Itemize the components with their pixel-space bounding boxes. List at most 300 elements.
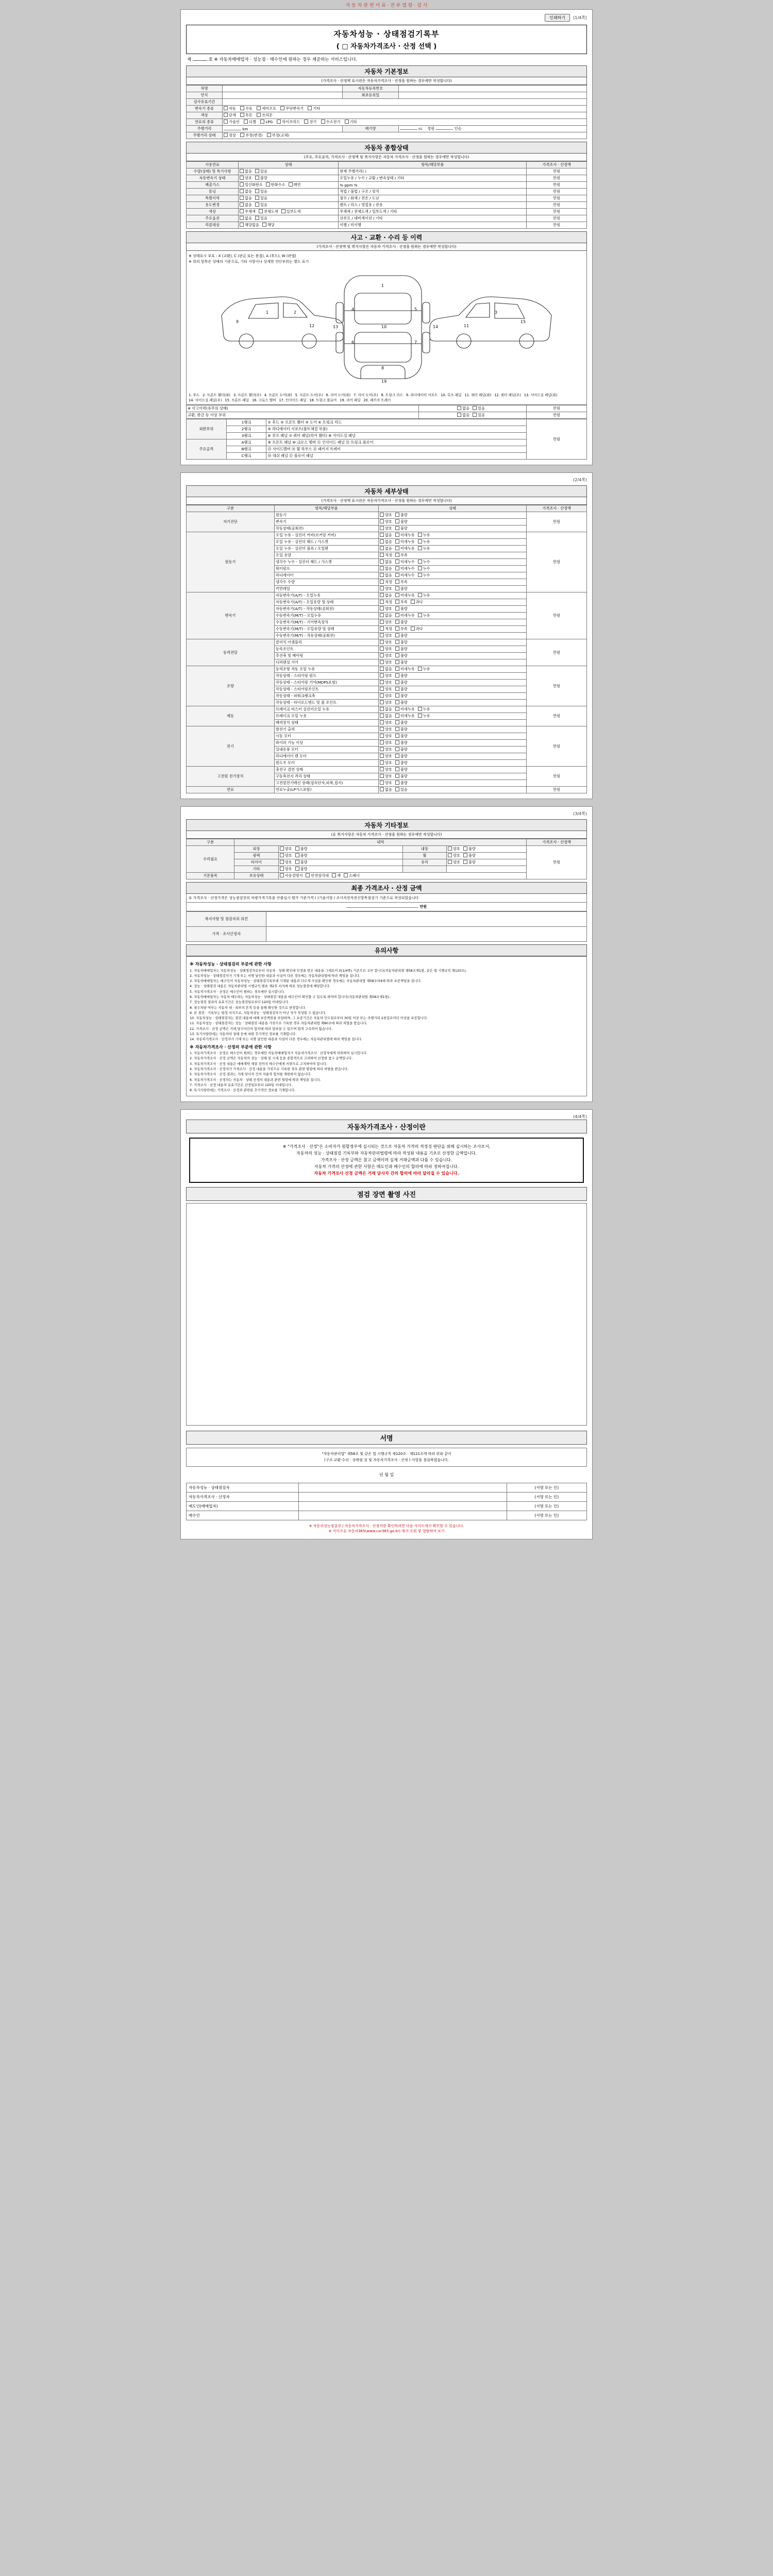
accident-opt-1-0[interactable]: 없음 <box>457 413 469 418</box>
detail-opts-2-1[interactable] <box>378 599 526 606</box>
detail-opt-2-5-0[interactable]: 적정 <box>380 626 392 632</box>
detail-price-5[interactable]: 만원 <box>527 706 587 726</box>
detail-opts-3-0[interactable] <box>378 639 526 646</box>
detail-opt-1-5-1[interactable]: 미세누수 <box>395 566 415 571</box>
detail-opts-0-2[interactable] <box>378 526 526 532</box>
final-value-1[interactable] <box>266 927 587 942</box>
detail-opt-6-4-1[interactable]: 불량 <box>395 754 408 759</box>
other-opt2-2-0[interactable]: 양호 <box>448 860 460 865</box>
overall-price-6[interactable]: 만원 <box>527 209 587 215</box>
detail-opt-4-0-1[interactable]: 미세누유 <box>395 667 415 672</box>
detail-opt-1-1-2[interactable]: 누유 <box>418 539 430 545</box>
detail-opt-6-1-0[interactable]: 양호 <box>380 734 392 739</box>
overall-detail-8[interactable]: 이행 / 미이행 <box>339 222 527 229</box>
detail-opt-0-0-0[interactable]: 양호 <box>380 513 392 518</box>
detail-opts-4-2[interactable] <box>378 680 526 686</box>
detail-opt-7-1-1[interactable]: 불량 <box>395 774 408 779</box>
other-opt2-0-0[interactable]: 양호 <box>448 846 460 852</box>
overall-opt-3-0[interactable]: 없음 <box>240 189 252 194</box>
value-car-name[interactable] <box>222 86 342 92</box>
photo-placeholder[interactable] <box>186 1203 587 1426</box>
top-notice-bar <box>0 0 773 9</box>
detail-price-2[interactable]: 만원 <box>527 592 587 639</box>
overall-detail-4[interactable]: 침수 / 화재 / 전손 / 도난 <box>339 195 527 202</box>
accident-price-0[interactable]: 만원 <box>527 405 587 412</box>
detail-opt-2-1-1[interactable]: 부족 <box>395 600 408 605</box>
detail-opts-5-1[interactable] <box>378 713 526 720</box>
detail-opt-0-2-0[interactable]: 양호 <box>380 526 392 531</box>
rank-text-main-1[interactable]: ⑬ 사이드멤버 ⑭ 휠 하우스 ⑮ 패키지 트레이 <box>266 446 527 453</box>
detail-opt-4-3-0[interactable]: 양호 <box>380 687 392 692</box>
detail-opt-3-2-0[interactable]: 양호 <box>380 653 392 658</box>
overall-state-3[interactable] <box>239 189 339 195</box>
sign-input-3[interactable] <box>298 1511 507 1520</box>
guarantee-line-3: 자동차 가격의 산정에 관한 사항은 매도인과 매수인의 합의에 따라 정하여집니다. <box>314 1164 459 1169</box>
detail-opt-2-0-2[interactable]: 누유 <box>418 593 430 598</box>
overall-state-7[interactable] <box>239 215 339 222</box>
other-opt-0-1[interactable]: 불량 <box>295 846 308 852</box>
overall-price-5[interactable]: 만원 <box>527 202 587 209</box>
detail-opt-1-2-1[interactable]: 미세누유 <box>395 546 415 551</box>
overall-price-0[interactable]: 만원 <box>527 168 587 175</box>
overall-opt-7-1[interactable]: 있음 <box>255 216 267 221</box>
guarantee-line-2: 가격조사 · 산정 금액은 참고 금액이며 실제 거래금액과 다를 수 있습니다. <box>321 1157 452 1162</box>
detail-opts-4-3[interactable] <box>378 686 526 693</box>
detail-opt-4-3-1[interactable]: 불량 <box>395 687 408 692</box>
detail-opt-7-0-0[interactable]: 양호 <box>380 767 392 772</box>
other-extra-3[interactable]: 스패너 <box>344 873 360 878</box>
detail-opt-3-2-1[interactable]: 불량 <box>395 653 408 658</box>
detail-opt-1-6-1[interactable]: 미세누수 <box>395 573 415 578</box>
detail-opt-6-0-1[interactable]: 불량 <box>395 727 408 732</box>
detail-opt-4-5-1[interactable]: 불량 <box>395 700 408 705</box>
overall-opt-6-0[interactable]: 무채색 <box>240 209 256 214</box>
detail-opts-1-0[interactable] <box>378 532 526 539</box>
detail-opt-3-3-0[interactable]: 양호 <box>380 660 392 665</box>
detail-opt-2-5-2[interactable]: 과다 <box>411 626 423 632</box>
detail-opt-1-8-0[interactable]: 양호 <box>380 586 392 591</box>
detail-opt-1-8-1[interactable]: 불량 <box>395 586 408 591</box>
detail-opt-1-1-1[interactable]: 미세누유 <box>395 539 415 545</box>
opt-trans-4[interactable] <box>308 106 320 111</box>
overall-opt-0-1[interactable]: 있음 <box>255 169 267 174</box>
other-opts2-1[interactable] <box>447 853 527 859</box>
detail-opt-4-2-1[interactable]: 불량 <box>395 680 408 685</box>
opt-color-2[interactable] <box>257 113 273 118</box>
detail-price-7[interactable]: 만원 <box>527 767 587 787</box>
overall-detail-7[interactable]: 선루프 / 내비게이션 / 기타 <box>339 215 527 222</box>
overall-opt-1-1[interactable]: 불량 <box>255 176 267 181</box>
accident-opt-0-1[interactable]: 있음 <box>473 406 485 411</box>
detail-opt-7-0-1[interactable]: 불량 <box>395 767 408 772</box>
value-year[interactable] <box>222 92 342 99</box>
overall-opt-3-1[interactable]: 있음 <box>255 189 267 194</box>
detail-opt-2-1-0[interactable]: 적정 <box>380 600 392 605</box>
overall-state-4[interactable] <box>239 195 339 202</box>
detail-opts-3-1[interactable] <box>378 646 526 653</box>
detail-opt-0-2-1[interactable]: 불량 <box>395 526 408 531</box>
other-opt2-1-1[interactable]: 불량 <box>463 853 476 858</box>
detail-opt-3-3-1[interactable]: 불량 <box>395 660 408 665</box>
detail-opt-5-0-0[interactable]: 없음 <box>380 707 392 712</box>
print-button[interactable]: 인쇄하기 <box>545 14 570 22</box>
other-opts-3[interactable] <box>278 866 402 873</box>
car-outline-svg[interactable] <box>206 266 567 387</box>
detail-opt-5-0-1[interactable]: 미세누유 <box>395 707 415 712</box>
value-displacement[interactable] <box>398 126 586 132</box>
detail-state-table <box>186 505 587 793</box>
rank-text-ext-2[interactable]: ⑥ 루프 패널 ⑦ 쿼터 패널(리어 휀더) ⑧ 사이드실 패널 <box>266 433 527 439</box>
detail-opts-1-6[interactable] <box>378 572 526 579</box>
detail-opt-5-1-1[interactable]: 미세누유 <box>395 714 415 719</box>
opt-trans-1[interactable] <box>240 106 253 111</box>
other-opt-2-1[interactable]: 불량 <box>295 860 308 865</box>
detail-opt-2-0-1[interactable]: 미세누유 <box>395 593 415 598</box>
overall-opt-4-0[interactable]: 없음 <box>240 196 252 201</box>
detail-opts-2-2[interactable] <box>378 606 526 613</box>
other-opt2-2-1[interactable]: 불량 <box>463 860 476 865</box>
detail-opts-2-5[interactable] <box>378 626 526 633</box>
rank-text-main-2[interactable]: ⑯ 대쉬 패널 ⑰ 플로어 패널 <box>266 453 527 460</box>
sign-input-2[interactable] <box>298 1501 507 1511</box>
overall-opt-8-0[interactable]: 해당없음 <box>240 223 259 228</box>
other-opts-1[interactable] <box>278 853 402 859</box>
value-odometer[interactable] <box>222 126 342 132</box>
detail-opt-4-1-1[interactable]: 불량 <box>395 673 408 679</box>
rank-group-main: 주요골격 <box>187 439 227 460</box>
value-odo-state[interactable] <box>222 132 586 139</box>
detail-price-3[interactable]: 만원 <box>527 639 587 666</box>
detail-opts-6-5[interactable] <box>378 760 526 767</box>
detail-opts-2-6[interactable] <box>378 633 526 639</box>
terms-body <box>186 956 587 1096</box>
overall-state-6[interactable] <box>239 209 339 215</box>
opt-fuel-3[interactable] <box>277 120 300 125</box>
detail-opts-6-2[interactable] <box>378 740 526 747</box>
detail-opt-1-5-2[interactable]: 누수 <box>418 566 430 571</box>
detail-opt-2-1-2[interactable]: 과다 <box>411 600 423 605</box>
detail-opts-2-0[interactable] <box>378 592 526 599</box>
detail-opt-1-5-0[interactable]: 없음 <box>380 566 392 571</box>
detail-opt-1-4-2[interactable]: 누수 <box>418 560 430 565</box>
detail-opts-6-3[interactable] <box>378 747 526 753</box>
car-diagram-area[interactable] <box>196 266 576 390</box>
overall-price-2[interactable]: 만원 <box>527 182 587 189</box>
doc-number-blank[interactable] <box>193 60 207 61</box>
overall-price-7[interactable]: 만원 <box>527 215 587 222</box>
other-opts2-3[interactable] <box>447 866 527 873</box>
detail-opt-2-0-0[interactable]: 없음 <box>380 593 392 598</box>
sign-seal-3[interactable]: (서명 또는 인) <box>507 1511 586 1520</box>
rank-text-ext-1[interactable]: ⑤ 라디에이터 서포트(볼트체결 부품) <box>266 426 527 433</box>
overall-opt-6-2[interactable]: 일부도색 <box>281 209 301 214</box>
detail-price-8[interactable]: 만원 <box>527 787 587 793</box>
other-price[interactable]: 만원 <box>527 846 587 879</box>
detail-opt-6-3-1[interactable]: 불량 <box>395 747 408 752</box>
detail-opt-1-3-1[interactable]: 부족 <box>395 553 408 558</box>
detail-opt-2-3-1[interactable]: 미세누유 <box>395 613 415 618</box>
opt-odo-1[interactable] <box>224 133 236 138</box>
opt-trans-1-label: 수동 <box>245 106 253 111</box>
accident-opts-0[interactable] <box>418 405 527 412</box>
detail-opt-6-5-1[interactable]: 불량 <box>395 760 408 766</box>
detail-opt-3-1-1[interactable]: 불량 <box>395 647 408 652</box>
detail-opts-1-7[interactable] <box>378 579 526 586</box>
detail-opt-6-2-0[interactable]: 양호 <box>380 740 392 745</box>
detail-opt-4-2-0[interactable]: 양호 <box>380 680 392 685</box>
detail-opts-6-1[interactable] <box>378 733 526 740</box>
accident-price-1[interactable]: 만원 <box>527 412 587 419</box>
sign-input-1[interactable] <box>298 1492 507 1501</box>
other-opt-3-1[interactable]: 불량 <box>295 867 308 872</box>
overall-price-1[interactable]: 만원 <box>527 175 587 182</box>
detail-opts-5-2[interactable] <box>378 720 526 726</box>
detail-opt-1-2-0[interactable]: 없음 <box>380 546 392 551</box>
detail-opts-8-0[interactable] <box>378 787 526 793</box>
value-inspection[interactable] <box>222 99 586 106</box>
capacity-input[interactable] <box>435 129 453 130</box>
detail-opts-1-4[interactable] <box>378 559 526 566</box>
overall-detail-0[interactable]: 현재 주행거리( ) <box>339 168 527 175</box>
other-opt2-0-1[interactable]: 불량 <box>463 846 476 852</box>
detail-opt-4-1-0[interactable]: 양호 <box>380 673 392 679</box>
detail-opt-1-3-0[interactable]: 적정 <box>380 553 392 558</box>
opt-trans-3[interactable] <box>280 106 304 111</box>
detail-opt-2-4-0[interactable]: 양호 <box>380 620 392 625</box>
other-extra-1[interactable]: 안전삼각대 <box>306 873 329 878</box>
detail-item-7-0: 충전구 절연 상태 <box>274 767 378 773</box>
final-value-0[interactable] <box>266 912 587 927</box>
detail-price-6[interactable]: 만원 <box>527 726 587 767</box>
opt-fuel-6[interactable] <box>345 120 357 125</box>
other-opt-3-0[interactable]: 양호 <box>280 867 292 872</box>
detail-opt-2-6-1[interactable]: 불량 <box>395 633 408 638</box>
detail-opts-0-1[interactable] <box>378 519 526 526</box>
detail-opt-7-2-0[interactable]: 양호 <box>380 781 392 786</box>
opt-color-0[interactable] <box>224 113 236 118</box>
detail-item-2-5: 수동변속기(M/T) - 오일유량 및 상태 <box>274 626 378 633</box>
detail-opt-1-6-0[interactable]: 없음 <box>380 573 392 578</box>
detail-opts-1-5[interactable] <box>378 566 526 572</box>
detail-opts-4-1[interactable] <box>378 673 526 680</box>
detail-opt-6-0-0[interactable]: 양호 <box>380 727 392 732</box>
detail-opt-3-1-0[interactable]: 양호 <box>380 647 392 652</box>
detail-opt-1-2-2[interactable]: 누유 <box>418 546 430 551</box>
detail-opt-3-0-0[interactable]: 양호 <box>380 640 392 645</box>
other-opt-1-1[interactable]: 불량 <box>295 853 308 858</box>
accident-opt-1-1[interactable]: 있음 <box>473 413 485 418</box>
overall-opt-2-2[interactable]: 매연 <box>289 182 301 188</box>
detail-opt-4-0-2[interactable]: 누유 <box>418 667 430 672</box>
detail-opts-4-0[interactable] <box>378 666 526 673</box>
detail-opt-5-0-2[interactable]: 누유 <box>418 707 430 712</box>
detail-opt-1-4-1[interactable]: 미세누수 <box>395 560 415 565</box>
overall-price-3[interactable]: 만원 <box>527 189 587 195</box>
detail-opt-8-0-0[interactable]: 없음 <box>380 787 392 792</box>
opt-odo-2[interactable] <box>240 133 262 138</box>
opt-fuel-2[interactable] <box>260 120 273 124</box>
detail-opt-6-4-0[interactable]: 양호 <box>380 754 392 759</box>
detail-opts-7-0[interactable] <box>378 767 526 773</box>
detail-opts-5-0[interactable] <box>378 706 526 713</box>
other-opt2-1-0[interactable]: 양호 <box>448 853 460 858</box>
overall-state-8[interactable] <box>239 222 339 229</box>
detail-opts-3-2[interactable] <box>378 653 526 659</box>
sign-seal-1[interactable]: (서명 또는 인) <box>507 1492 586 1501</box>
detail-opt-6-3-0[interactable]: 양호 <box>380 747 392 752</box>
capacity-unit: 인승 <box>454 126 462 131</box>
detail-opts-1-3[interactable] <box>378 552 526 559</box>
detail-opts-2-3[interactable] <box>378 613 526 619</box>
detail-opt-7-1-0[interactable]: 양호 <box>380 774 392 779</box>
detail-opt-2-4-1[interactable]: 불량 <box>395 620 408 625</box>
accident-summary-table <box>186 405 587 419</box>
overall-opt-5-0[interactable]: 없음 <box>240 202 252 208</box>
detail-opt-5-1-0[interactable]: 없음 <box>380 714 392 719</box>
detail-opt-5-2-0[interactable]: 양호 <box>380 720 392 725</box>
detail-opt-4-4-1[interactable]: 불량 <box>395 693 408 699</box>
other-opts-2[interactable] <box>278 859 402 866</box>
overall-detail-6[interactable]: 무채색 / 전체도색 / 일부도색 / 기타 <box>339 209 527 215</box>
detail-opt-1-6-2[interactable]: 누수 <box>418 573 430 578</box>
value-plate[interactable] <box>398 86 586 92</box>
detail-opts-7-1[interactable] <box>378 773 526 780</box>
rank-price[interactable]: 만원 <box>527 419 587 460</box>
overall-opt-2-1[interactable]: 탄화수소 <box>266 182 285 188</box>
detail-opt-6-5-0[interactable]: 양호 <box>380 760 392 766</box>
detail-opt-6-2-1[interactable]: 불량 <box>395 740 408 745</box>
rank-text-main-0[interactable]: ⑨ 프론트 패널 ⑩ 크로스 멤버 ⑪ 인사이드 패널 ⑫ 트렁크 플로어 <box>266 439 527 446</box>
overall-detail-2[interactable]: % ppm % <box>339 182 527 189</box>
detail-opts-1-8[interactable] <box>378 586 526 592</box>
opt-color-1[interactable] <box>240 113 253 118</box>
detail-opt-0-1-1[interactable]: 불량 <box>395 519 408 524</box>
detail-opt-0-0-1[interactable]: 불량 <box>395 513 408 518</box>
detail-opt-4-0-0[interactable]: 없음 <box>380 667 392 672</box>
final-amount[interactable] <box>186 903 587 911</box>
overall-state-0[interactable] <box>239 168 339 175</box>
detail-opts-3-3[interactable] <box>378 659 526 666</box>
overall-opt-1-0[interactable]: 양호 <box>240 176 252 181</box>
detail-opt-1-7-0[interactable]: 적정 <box>380 580 392 585</box>
detail-item-3-3: 디퍼렌셜 기어 <box>274 659 378 666</box>
detail-opt-1-0-2[interactable]: 누유 <box>418 533 430 538</box>
other-extras[interactable] <box>278 873 527 879</box>
overall-opt-6-1[interactable]: 전체도색 <box>259 209 278 214</box>
other-extra-2[interactable]: 잭 <box>332 873 341 878</box>
opt-trans-2[interactable] <box>257 106 276 111</box>
sign-input-0[interactable] <box>298 1483 507 1492</box>
detail-opt-2-2-0[interactable]: 양호 <box>380 606 392 612</box>
detail-opts-1-1[interactable] <box>378 539 526 546</box>
detail-opts-4-5[interactable] <box>378 700 526 706</box>
detail-opt-1-7-1[interactable]: 부족 <box>395 580 408 585</box>
overall-detail-3[interactable]: 적법 / 불법 / 구조 / 장치 <box>339 189 527 195</box>
sign-date-line[interactable]: 년 월 일 <box>379 1472 394 1477</box>
opt-fuel-1[interactable] <box>244 120 256 125</box>
other-opts2-0[interactable] <box>447 846 527 853</box>
detail-price-0[interactable]: 만원 <box>527 512 587 532</box>
accident-opt-0-0[interactable]: 없음 <box>457 406 469 411</box>
detail-opt-2-5-1[interactable]: 부족 <box>395 626 408 632</box>
detail-opt-3-0-1[interactable]: 불량 <box>395 640 408 645</box>
detail-opt-1-4-0[interactable]: 없음 <box>380 560 392 565</box>
overall-opt-4-1[interactable]: 있음 <box>255 196 267 201</box>
detail-opt-7-2-1[interactable]: 불량 <box>395 781 408 786</box>
value-first-reg[interactable] <box>398 92 586 99</box>
other-extra-0[interactable]: 사용설명서 <box>280 873 303 878</box>
detail-opts-6-4[interactable] <box>378 753 526 760</box>
detail-opt-4-5-0[interactable]: 양호 <box>380 700 392 705</box>
detail-opts-2-4[interactable] <box>378 619 526 626</box>
detail-opts-6-0[interactable] <box>378 726 526 733</box>
detail-opt-2-3-2[interactable]: 누유 <box>418 613 430 618</box>
value-fuel[interactable] <box>222 119 586 126</box>
detail-opts-0-0[interactable] <box>378 512 526 519</box>
detail-opt-6-1-1[interactable]: 불량 <box>395 734 408 739</box>
detail-opt-5-1-2[interactable]: 누유 <box>418 714 430 719</box>
detail-opt-2-2-1[interactable]: 불량 <box>395 606 408 612</box>
overall-opt-8-1[interactable]: 해당 <box>262 223 275 228</box>
overall-opt-5-1[interactable]: 있음 <box>255 202 267 208</box>
detail-opts-7-2[interactable] <box>378 780 526 787</box>
other-opts2-2[interactable] <box>447 859 527 866</box>
overall-opt-2-0[interactable]: 일산화탄소 <box>240 182 263 188</box>
value-color[interactable] <box>222 112 586 119</box>
overall-price-8[interactable]: 만원 <box>527 222 587 229</box>
opt-trans-0[interactable] <box>224 106 236 111</box>
detail-opts-1-2[interactable] <box>378 546 526 552</box>
detail-opt-2-6-0[interactable]: 양호 <box>380 633 392 638</box>
final-amount-input[interactable] <box>346 907 418 908</box>
detail-opts-4-4[interactable] <box>378 693 526 700</box>
opt-odo-3[interactable] <box>267 133 289 138</box>
detail-opt-1-0-1[interactable]: 미세누유 <box>395 533 415 538</box>
accident-opts-1[interactable] <box>418 412 527 419</box>
opt-fuel-4[interactable] <box>304 120 316 125</box>
detail-opt-5-2-1[interactable]: 불량 <box>395 720 408 725</box>
overall-detail-1[interactable]: 오일누유 / 누수 / 교환 / 변속상태 / 기타 <box>339 175 527 182</box>
detail-opt-2-3-0[interactable]: 없음 <box>380 613 392 618</box>
overall-state-1[interactable] <box>239 175 339 182</box>
overall-opt-7-0[interactable]: 없음 <box>240 216 252 221</box>
other-opt-2-0[interactable]: 양호 <box>280 860 292 865</box>
detail-opt-0-1-0[interactable]: 양호 <box>380 519 392 524</box>
overall-price-4[interactable]: 만원 <box>527 195 587 202</box>
other-opt-0-0[interactable]: 양호 <box>280 846 292 852</box>
detail-opt-8-0-1[interactable]: 있음 <box>395 787 408 792</box>
overall-detail-5[interactable]: 렌트 / 리스 / 영업용 / 관용 <box>339 202 527 209</box>
opt-fuel-5[interactable] <box>321 120 341 125</box>
overall-state-2[interactable] <box>239 182 339 189</box>
sign-label-1: 자동차가격조사 · 산정자 <box>187 1492 299 1501</box>
rank-text-ext-0[interactable]: ① 후드 ② 프론트 휀더 ③ 도어 ④ 트렁크 리드 <box>266 419 527 426</box>
overall-opt-0-0[interactable]: 없음 <box>240 169 252 174</box>
detail-price-4[interactable]: 만원 <box>527 666 587 706</box>
detail-opt-1-0-0[interactable]: 없음 <box>380 533 392 538</box>
overall-state-5[interactable] <box>239 202 339 209</box>
sign-seal-0[interactable]: (서명 또는 인) <box>507 1483 586 1492</box>
detail-opt-1-1-0[interactable]: 없음 <box>380 539 392 545</box>
detail-opt-4-4-0[interactable]: 양호 <box>380 693 392 699</box>
value-transmission[interactable] <box>222 106 586 112</box>
other-opt-1-0[interactable]: 양호 <box>280 853 292 858</box>
opt-fuel-0[interactable] <box>224 120 240 125</box>
sign-seal-2[interactable]: (서명 또는 인) <box>507 1501 586 1511</box>
other-opts-0[interactable] <box>278 846 402 853</box>
detail-price-1[interactable]: 만원 <box>527 532 587 592</box>
displacement-input[interactable] <box>400 129 417 130</box>
